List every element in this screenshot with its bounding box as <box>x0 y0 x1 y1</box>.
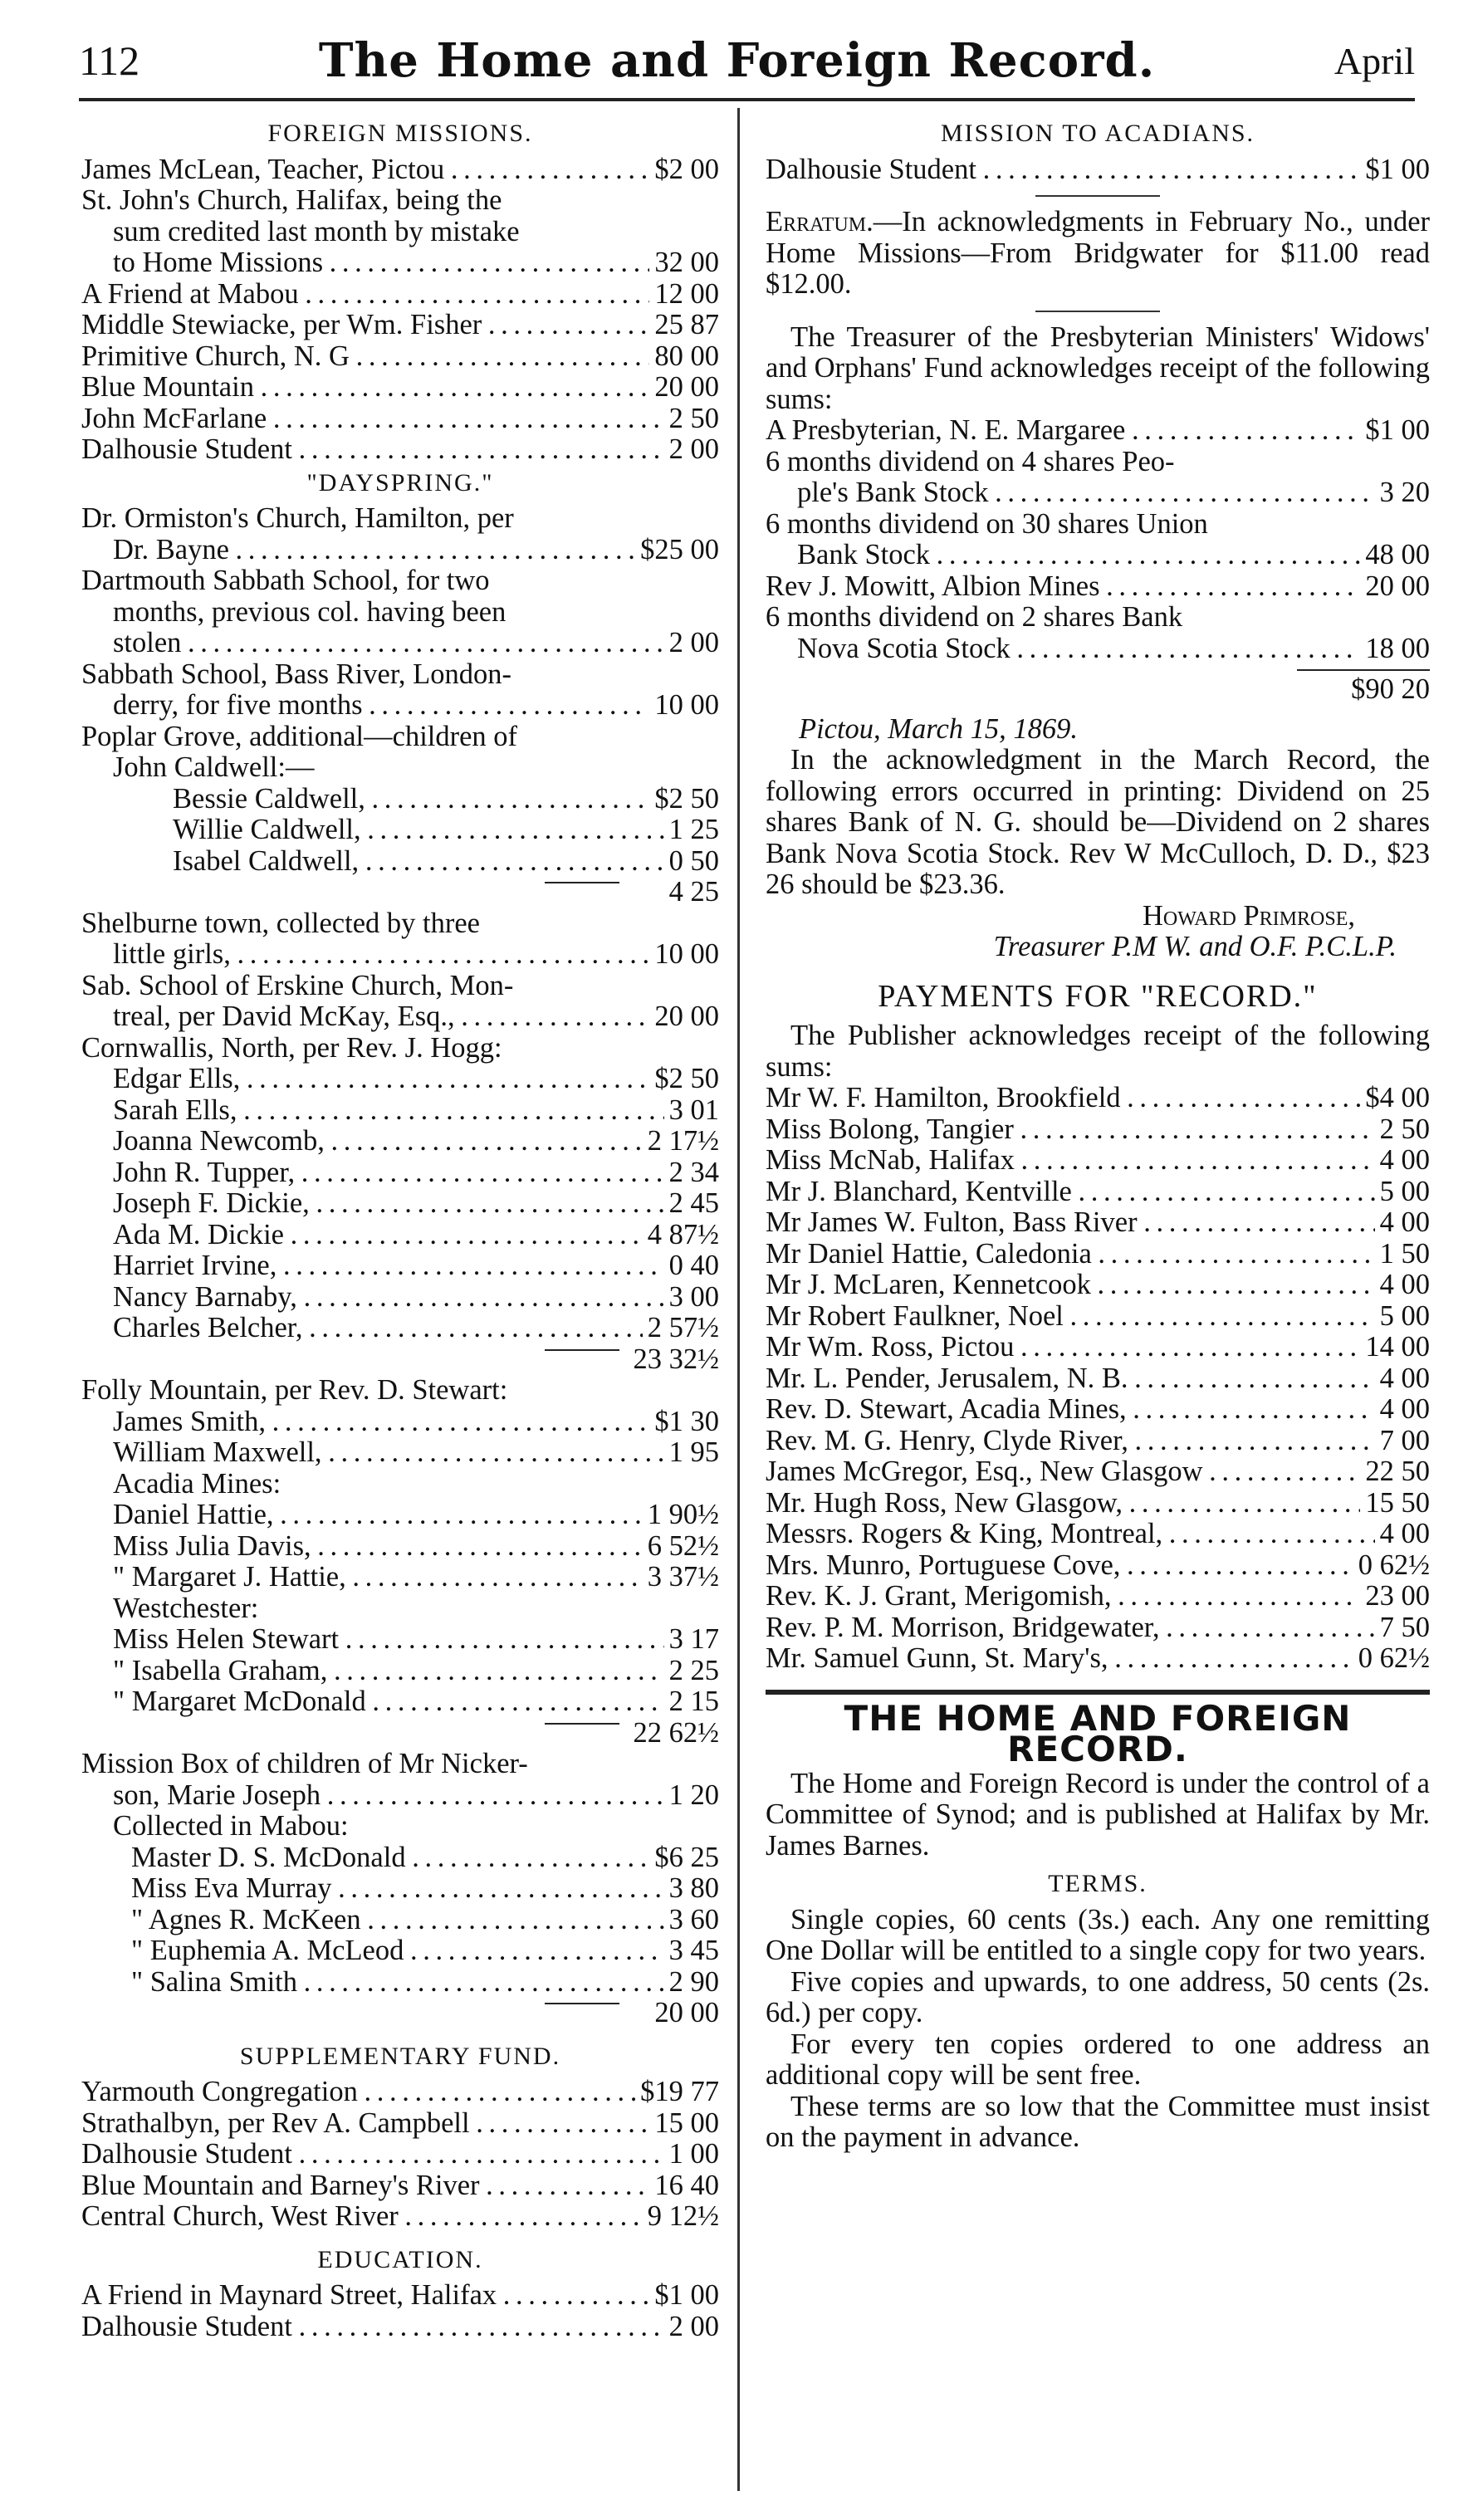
westchester-total-value: 22 62½ <box>633 1716 719 1749</box>
entry-name: Primitive Church, N. G . . . <box>81 341 649 373</box>
westchester-list <box>81 1624 719 1718</box>
entry-row <box>766 1394 1430 1426</box>
text-line: Shelburne town, collected by three <box>81 907 480 939</box>
entry-row <box>81 535 719 566</box>
entry-row <box>81 1064 719 1095</box>
entry-name: Mr. Samuel Gunn, St. Mary's, . . . <box>766 1643 1353 1675</box>
entry-amount: 3 01 <box>668 1094 719 1126</box>
entry-name: A Presbyterian, N. E. Margaree . . . <box>766 415 1360 447</box>
text-line: Mission Box of children of Mr Nicker- <box>81 1748 528 1779</box>
entry-amount: 20 00 <box>654 372 719 403</box>
entry-row <box>81 846 719 878</box>
entry-name: Mr W. F. Hamilton, Brookfield . . . <box>766 1083 1360 1114</box>
entry-row <box>766 1643 1430 1675</box>
entry-name: Blue Mountain and Barney's River . . . <box>81 2170 649 2202</box>
entry-name: Daniel Hattie, . . . <box>113 1500 643 1531</box>
entry-amount: 23 00 <box>1365 1581 1430 1612</box>
entry-amount: $1 00 <box>1365 154 1430 185</box>
entry-name: Isabel Caldwell, . . . <box>173 846 664 878</box>
entry-row <box>81 1220 719 1251</box>
education-list <box>81 2280 719 2342</box>
dayspring-list-2 <box>81 908 719 1064</box>
entry-amount: $1 00 <box>1365 415 1430 446</box>
entry-amount: 14 00 <box>1365 1332 1430 1363</box>
entry-row <box>81 372 719 404</box>
entry-row <box>81 1562 719 1593</box>
entry-amount: 4 00 <box>1379 1145 1430 1176</box>
entry-name: Mr Wm. Ross, Pictou . . . <box>766 1332 1360 1363</box>
mabou-list <box>81 1842 719 1999</box>
text-line: Collected in Mabou: <box>113 1810 349 1842</box>
entry-name: Ada M. Dickie . . . <box>113 1220 643 1251</box>
entry-row <box>766 1456 1430 1488</box>
right-column <box>766 116 1430 2154</box>
widows-list <box>766 415 1430 664</box>
entry-name: Mr. Hugh Ross, New Glasgow, . . . <box>766 1488 1360 1519</box>
entry-row <box>766 1114 1430 1146</box>
entry-amount: 3 20 <box>1379 477 1430 508</box>
entry-row <box>766 1239 1430 1270</box>
entry-amount: 3 17 <box>668 1624 719 1655</box>
entry-amount: 2 50 <box>668 403 719 434</box>
entry-amount: 0 62½ <box>1358 1643 1430 1674</box>
mission-box-list <box>81 1749 719 1842</box>
entry-name: Miss Julia Davis, . . . <box>113 1531 643 1563</box>
entry-row <box>766 1550 1430 1582</box>
entry-name: Charles Belcher, . . . <box>113 1313 643 1344</box>
payments-list <box>766 1083 1430 1675</box>
entry-name: Middle Stewiacke, per Wm. Fisher . . . <box>81 310 649 341</box>
entry-row <box>81 2312 719 2343</box>
entry-name: treal, per David McKay, Esq., . . . <box>113 1001 649 1033</box>
entry-name: Edgar Ells, . . . <box>113 1064 649 1095</box>
entry-name: Nova Scotia Stock . . . <box>797 634 1360 665</box>
entry-amount: 4 00 <box>1379 1519 1430 1549</box>
cornwallis-total <box>81 1344 719 1376</box>
entry-row <box>81 1873 719 1905</box>
entry-row <box>81 1407 719 1438</box>
entry-name: Mr J. Blanchard, Kentville . . . <box>766 1177 1375 1208</box>
entry-row <box>81 1624 719 1656</box>
entry-amount: $4 00 <box>1365 1083 1430 1113</box>
entry-amount: 4 00 <box>1379 1394 1430 1425</box>
terms-item: These terms are so low that the Committee must insist on the payment in advance. <box>766 2090 1430 2153</box>
entry-row <box>766 1270 1430 1301</box>
entry-amount: 0 50 <box>668 845 719 877</box>
entry-row <box>81 690 719 722</box>
entry-row <box>81 815 719 846</box>
entry-name: " Agnes R. McKeen . . . <box>131 1905 664 1936</box>
entry-row <box>81 1967 719 1999</box>
entry-amount: $2 00 <box>654 154 719 185</box>
entry-amount: $25 00 <box>640 534 719 565</box>
text-line: Sab. School of Erskine Church, Mon- <box>81 969 514 1001</box>
entry-amount: 2 57½ <box>647 1313 719 1343</box>
entry-name: to Home Missions . . . <box>113 247 649 279</box>
entry-row <box>766 1488 1430 1519</box>
entry-name: Dalhousie Student . . . <box>81 2312 664 2343</box>
entry-name: Joanna Newcomb, . . . <box>113 1126 643 1157</box>
entry-row <box>766 1581 1430 1612</box>
folly-list <box>81 1407 719 1469</box>
entry-amount: $1 00 <box>654 2280 719 2311</box>
text-line: Dartmouth Sabbath School, for two <box>81 565 490 596</box>
entry-row <box>81 628 719 659</box>
entry-row <box>81 2201 719 2233</box>
text-line: 6 months dividend on 30 shares Union <box>766 507 1208 540</box>
entry-amount: 3 37½ <box>647 1562 719 1593</box>
entry-name: John R. Tupper, . . . <box>113 1157 664 1189</box>
entry-name: James McGregor, Esq., New Glasgow . . . <box>766 1456 1360 1488</box>
entry-name: " Salina Smith . . . <box>131 1967 664 1999</box>
entry-name: Dalhousie Student . . . <box>766 154 1360 186</box>
payments-intro: The Publisher acknowledges receipt of the following sums: <box>766 1020 1430 1083</box>
entry-name: Miss McNab, Halifax . . . <box>766 1145 1375 1177</box>
entry-name: " Isabella Graham, . . . <box>113 1656 664 1687</box>
entry-row <box>766 477 1430 509</box>
entry-amount: 1 90½ <box>647 1500 719 1530</box>
entry-amount: 2 00 <box>668 434 719 465</box>
entry-row <box>766 1332 1430 1363</box>
entry-row <box>766 154 1430 186</box>
terms-item: Single copies, 60 cents (3s.) each. Any one remitting One Dollar will be entitled to a single copy for two years. <box>766 1903 1430 1966</box>
entry-row <box>81 404 719 435</box>
entry-row <box>81 247 719 279</box>
entry-name: son, Marie Joseph . . . <box>113 1780 664 1812</box>
entry-name: James McLean, Teacher, Pictou . . . <box>81 154 649 186</box>
entry-amount: 9 12½ <box>647 2201 719 2232</box>
entry-name: Central Church, West River . . . <box>81 2201 643 2233</box>
entry-amount: 1 25 <box>668 815 719 845</box>
header-rule <box>79 98 1415 101</box>
entry-amount: 20 00 <box>654 1001 719 1032</box>
entry-name: Harriet Irvine, . . . <box>113 1250 664 1282</box>
entry-row <box>766 540 1430 571</box>
terms-item: For every ten copies ordered to one address an additional copy will be sent free. <box>766 2028 1430 2091</box>
entry-name: Dalhousie Student . . . <box>81 434 664 466</box>
text-line: Dr. Ormiston's Church, Hamilton, per <box>81 502 514 534</box>
supplementary-list <box>81 2077 719 2233</box>
entry-name: Blue Mountain . . . <box>81 372 649 404</box>
section-heading-supplementary: SUPPLEMENTARY FUND. <box>239 2042 561 2070</box>
entry-amount: 2 00 <box>668 628 719 658</box>
entry-row <box>81 434 719 466</box>
banner-paragraph: The Home and Foreign Record is under the control of a Committee of Synod; and is published at Halifax by Mr. James Barnes. <box>766 1767 1430 1862</box>
entry-row <box>81 154 719 186</box>
entry-row <box>81 784 719 815</box>
entry-amount: 5 00 <box>1379 1300 1430 1332</box>
entry-name: Miss Bolong, Tangier . . . <box>766 1114 1375 1146</box>
entry-amount: 4 00 <box>1379 1363 1430 1394</box>
entry-amount: 10 00 <box>654 690 719 721</box>
erratum-text: —In acknowledgments in February No., under Home Missions—From Bridgwater for $11.00 read $12.00. <box>766 206 1430 300</box>
entry-amount: 0 62½ <box>1358 1549 1430 1581</box>
entry-row <box>81 2077 719 2108</box>
mabou-total-value: 20 00 <box>654 1997 719 2028</box>
mabou-total <box>81 1998 719 2029</box>
entry-amount: 15 00 <box>654 2107 719 2139</box>
entry-name: Rev. K. J. Grant, Merigomish, . . . <box>766 1581 1360 1612</box>
entry-row <box>81 1188 719 1220</box>
entry-row <box>766 1301 1430 1333</box>
text-line: Cornwallis, North, per Rev. J. Hogg: <box>81 1031 502 1064</box>
erratum-paragraph <box>766 207 1430 301</box>
entry-amount: 2 45 <box>668 1188 719 1219</box>
entry-row <box>81 1313 719 1344</box>
text-line: St. John's Church, Halifax, being the <box>81 184 502 216</box>
entry-row <box>81 2139 719 2170</box>
folly-heading: Folly Mountain, per Rev. D. Stewart: <box>81 1374 508 1406</box>
entry-name: Mr J. McLaren, Kennetcook . . . <box>766 1270 1375 1301</box>
entry-name: " Euphemia A. McLeod . . . <box>131 1935 664 1967</box>
dayspring-list <box>81 503 719 784</box>
section-heading-dayspring: "DAYSPRING." <box>306 468 494 497</box>
entry-name: William Maxwell, . . . <box>113 1437 664 1469</box>
entry-amount: $2 50 <box>654 1064 719 1094</box>
entry-amount: 16 40 <box>654 2170 719 2201</box>
entry-name: Messrs. Rogers & King, Montreal, . . . <box>766 1519 1375 1550</box>
entry-amount: 2 00 <box>668 2311 719 2342</box>
entry-row <box>81 1001 719 1033</box>
entry-amount: 2 90 <box>668 1966 719 1998</box>
foreign-missions-list <box>81 154 719 466</box>
entry-amount: 2 25 <box>668 1655 719 1686</box>
entry-name: Strathalbyn, per Rev A. Campbell . . . <box>81 2108 649 2140</box>
entry-name: Miss Eva Murray . . . <box>131 1873 664 1905</box>
entry-row <box>81 1935 719 1967</box>
entry-amount: 2 34 <box>668 1157 719 1188</box>
caldwell-total <box>81 877 719 908</box>
entry-row <box>81 341 719 373</box>
entry-name: Sarah Ells, . . . <box>113 1095 664 1127</box>
correction-paragraph: In the acknowledgment in the March Record, the following errors occurred in printing: Dividend on 25 shares Bank of N. G. should be—Dividend on 2 shares Bank Nova Scotia Stock. Rev W McCulloch, D. D., $23 26 should be $23.36. <box>766 744 1430 900</box>
entry-row <box>766 1083 1430 1114</box>
entry-amount: 0 40 <box>668 1250 719 1281</box>
entry-amount: 1 00 <box>668 2139 719 2170</box>
entry-name: Mr. L. Pender, Jerusalem, N. B. . . . <box>766 1363 1375 1395</box>
column-divider <box>737 108 740 2491</box>
entry-name: Joseph F. Dickie, . . . <box>113 1188 664 1220</box>
entry-row <box>81 1531 719 1563</box>
entry-amount: 1 50 <box>1379 1238 1430 1270</box>
entry-row <box>766 1145 1430 1177</box>
entry-amount: 4 00 <box>1379 1207 1430 1238</box>
text-line: Poplar Grove, additional—children of <box>81 720 518 752</box>
entry-name: Bessie Caldwell, . . . <box>173 784 649 815</box>
entry-row <box>81 310 719 341</box>
entry-name: Mr James W. Fulton, Bass River . . . <box>766 1207 1375 1239</box>
divider-rule <box>1035 195 1160 197</box>
entry-amount: 7 50 <box>1379 1612 1430 1643</box>
entry-amount: 4 00 <box>1379 1270 1430 1300</box>
caldwell-total-value: 4 25 <box>668 876 719 908</box>
entry-row <box>81 2108 719 2140</box>
entry-row <box>766 1177 1430 1208</box>
entry-amount: $6 25 <box>654 1842 719 1873</box>
entry-amount: 2 15 <box>668 1686 719 1717</box>
entry-row <box>766 415 1430 447</box>
signature-title: Treasurer P.M W. and O.F. P.C.L.P. <box>993 931 1397 962</box>
entry-amount: 22 50 <box>1365 1456 1430 1487</box>
entry-amount: 10 00 <box>654 939 719 970</box>
entry-name: Yarmouth Congregation . . . <box>81 2077 635 2108</box>
entry-name: " Margaret J. Hattie, . . . <box>113 1562 643 1593</box>
entry-name: John McFarlane . . . <box>81 404 664 435</box>
page-number: 112 <box>79 37 140 84</box>
entry-amount: 80 00 <box>654 340 719 372</box>
entry-amount: 7 00 <box>1379 1425 1430 1456</box>
entry-amount: 3 45 <box>668 1935 719 1966</box>
entry-name: James Smith, . . . <box>113 1407 649 1438</box>
entry-amount: $19 77 <box>640 2077 719 2107</box>
dateline: Pictou, March 15, 1869. <box>799 712 1079 745</box>
entry-amount: 2 17½ <box>647 1126 719 1157</box>
text-line: 6 months dividend on 2 shares Bank <box>766 601 1183 633</box>
widows-intro: The Treasurer of the Presbyterian Ministers' Widows' and Orphans' Fund acknowledges receipt of the following sums: <box>766 321 1430 415</box>
banner-rule <box>766 1690 1430 1695</box>
entry-name: stolen . . . <box>113 628 664 659</box>
terms-heading: TERMS. <box>1048 1870 1148 1897</box>
entry-name: Miss Helen Stewart . . . <box>113 1624 664 1656</box>
entry-name: Master D. S. McDonald . . . <box>131 1842 649 1874</box>
entry-row <box>766 571 1430 603</box>
entry-name: ple's Bank Stock . . . <box>797 477 1375 509</box>
acadians-list <box>766 154 1430 186</box>
erratum-label: Erratum. <box>766 206 874 237</box>
entry-amount: 3 80 <box>668 1873 719 1904</box>
entry-amount: 4 87½ <box>647 1219 719 1250</box>
text-line: John Caldwell:— <box>113 751 315 783</box>
entry-name: Rev J. Mowitt, Albion Mines . . . <box>766 571 1360 603</box>
cornwallis-list <box>81 1064 719 1344</box>
entry-row <box>766 634 1430 665</box>
entry-name: Mr Daniel Hattie, Caledonia . . . <box>766 1239 1375 1270</box>
entry-name: Bank Stock . . . <box>797 540 1360 571</box>
entry-amount: $1 30 <box>654 1406 719 1437</box>
section-heading-foreign: FOREIGN MISSIONS. <box>267 120 533 147</box>
page-month: April <box>1334 39 1415 82</box>
entry-row <box>81 2170 719 2202</box>
entry-name: A Friend in Maynard Street, Halifax . . . <box>81 2280 649 2312</box>
banner-title: THE HOME AND FOREIGN RECORD. <box>844 1697 1352 1769</box>
entry-row <box>766 1363 1430 1395</box>
entry-name: Mr Robert Faulkner, Noel . . . <box>766 1301 1375 1333</box>
entry-amount: 25 87 <box>654 310 719 340</box>
entry-name: A Friend at Mabou . . . <box>81 279 649 311</box>
entry-row <box>766 1612 1430 1644</box>
entry-amount: 32 00 <box>654 247 719 278</box>
section-heading-acadians: MISSION TO ACADIANS. <box>940 120 1255 147</box>
entry-amount: 6 52½ <box>647 1530 719 1562</box>
entry-row <box>81 1686 719 1718</box>
page-header <box>79 32 1415 90</box>
payments-heading: PAYMENTS FOR "RECORD." <box>878 978 1318 1014</box>
entry-row <box>766 1426 1430 1457</box>
entry-row <box>81 1780 719 1812</box>
entry-row <box>81 1842 719 1874</box>
entry-row <box>766 1207 1430 1239</box>
entry-amount: 3 60 <box>668 1904 719 1935</box>
entry-row <box>81 1500 719 1531</box>
entry-name: Rev. P. M. Morrison, Bridgewater, . . . <box>766 1612 1375 1644</box>
entry-amount: 20 00 <box>1365 570 1430 602</box>
entry-name: Dalhousie Student . . . <box>81 2139 664 2170</box>
cornwallis-total-value: 23 32½ <box>633 1343 719 1375</box>
entry-row <box>81 1282 719 1314</box>
entry-row <box>81 2280 719 2312</box>
terms-list <box>766 1905 1430 2154</box>
entry-row <box>81 1095 719 1127</box>
entry-name: " Margaret McDonald . . . <box>113 1686 664 1718</box>
entry-name: derry, for five months . . . <box>113 690 649 722</box>
entry-name: Rev. D. Stewart, Acadia Mines, . . . <box>766 1394 1375 1426</box>
entry-row <box>81 1250 719 1282</box>
entry-row <box>81 1126 719 1157</box>
text-line: Sabbath School, Bass River, London- <box>81 658 511 690</box>
entry-name: Nancy Barnaby, . . . <box>113 1282 664 1314</box>
westchester-total <box>81 1718 719 1749</box>
entry-name: Dr. Bayne . . . <box>113 535 635 566</box>
entry-row <box>81 1157 719 1189</box>
acadia-list <box>81 1500 719 1593</box>
entry-name: Willie Caldwell, . . . <box>173 815 664 846</box>
signature-name: Howard Primrose, <box>1142 899 1355 932</box>
westchester-heading: Westchester: <box>113 1592 259 1624</box>
entry-row <box>81 939 719 971</box>
entry-amount: 1 20 <box>668 1779 719 1811</box>
page-title: The Home and Foreign Record. <box>318 33 1156 88</box>
acadia-heading: Acadia Mines: <box>113 1467 281 1500</box>
section-heading-education: EDUCATION. <box>317 2245 483 2273</box>
divider-rule-2 <box>1035 311 1160 312</box>
entry-row <box>81 1905 719 1936</box>
left-column <box>81 116 719 2342</box>
caldwell-list <box>81 784 719 878</box>
entry-amount: 48 00 <box>1365 540 1430 570</box>
text-line: sum credited last month by mistake <box>113 215 520 247</box>
text-line: 6 months dividend on 4 shares Peo- <box>766 445 1175 477</box>
widows-total: $90 20 <box>1297 669 1430 706</box>
entry-amount: 18 00 <box>1365 633 1430 664</box>
entry-row <box>81 279 719 311</box>
entry-name: little girls, . . . <box>113 939 649 971</box>
terms-item: Five copies and upwards, to one address, 50 cents (2s. 6d.) per copy. <box>766 1965 1430 2028</box>
entry-amount: $2 50 <box>654 783 719 815</box>
entry-amount: 1 95 <box>668 1437 719 1468</box>
entry-amount: 15 50 <box>1365 1487 1430 1519</box>
text-line: months, previous col. having been <box>113 595 506 628</box>
entry-amount: 12 00 <box>654 278 719 310</box>
entry-row <box>81 1437 719 1469</box>
entry-row <box>766 1519 1430 1550</box>
entry-name: Rev. M. G. Henry, Clyde River, . . . <box>766 1426 1375 1457</box>
entry-name: Mrs. Munro, Portuguese Cove, . . . <box>766 1550 1353 1582</box>
entry-amount: 5 00 <box>1379 1176 1430 1207</box>
entry-amount: 3 00 <box>668 1281 719 1313</box>
entry-amount: 2 50 <box>1379 1113 1430 1145</box>
entry-row <box>81 1656 719 1687</box>
